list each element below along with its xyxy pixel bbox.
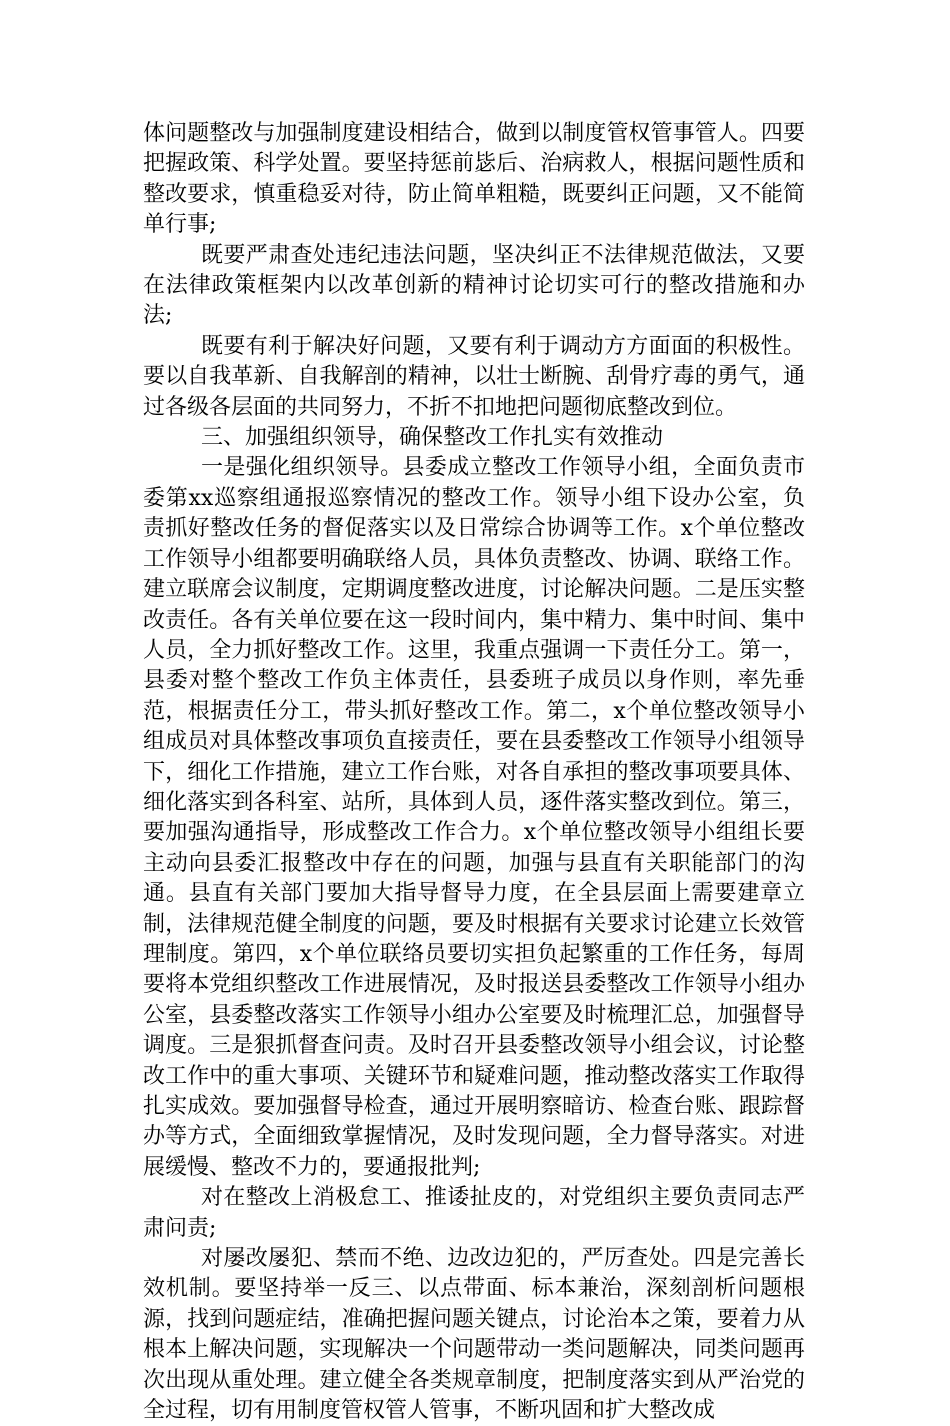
- paragraph-5: 一是强化组织领导。县委成立整改工作领导小组，全面负责市委第xx巡察组通报巡察情况的整改工作。领导小组下设办公室，负责抓好整改任务的督促落实以及日常综合协调等工作。x个单位整改工作领导小组都要明确联络人员，具体负责整改、协调、联络工作。建立联席会议制度，定期调度整改进度，讨论解决问题。二是压实整改责任。各有关单位要在这一段时间内，集中精力、集中时间、集中人员，全力抓好整改工作。这里，我重点强调一下责任分工。第一，县委对整个整改工作负主体责任，县委班子成员以身作则，率先垂范，根据责任分工，带头抓好整改工作。第二，x个单位整改领导小组成员对具体整改事项负直接责任，要在县委整改工作领导小组领导下，细化工作措施，建立工作台账，对各自承担的整改事项要具体、细化落实到各科室、站所，具体到人员，逐件落实整改到位。第三，要加强沟通指导，形成整改工作合力。x个单位整改领导小组组长要主动向县委汇报整改中存在的问题，加强与县直有关职能部门的沟通。县直有关部门要加大指导督导力度，在全县层面上需要建章立制，法律规范健全制度的问题，要及时根据有关要求讨论建立长效管理制度。第四，x个单位联络员要切实担负起繁重的工作任务，每周要将本党组织整改工作进展情况，及时报送县委整改工作领导小组办公室，县委整改落实工作领导小组办公室要及时梳理汇总，加强督导调度。三是狠抓督查问责。及时召开县委整改领导小组会议，讨论整改工作中的重大事项、关键环节和疑难问题，推动整改落实工作取得扎实成效。要加强督导检查，通过开展明察暗访、检查台账、跟踪督办等方式，全面细致掌握情况，及时发现问题，全力督导落实。对进展缓慢、整改不力的，要通报批判;: [143, 455, 805, 1180]
- paragraph-2: 既要严肃查处违纪违法问题，坚决纠正不法律规范做法，又要在法律政策框架内以改革创新的精神讨论切实可行的整改措施和办法;: [143, 242, 805, 329]
- paragraph-7: 对屡改屡犯、禁而不绝、边改边犯的，严厉查处。四是完善长效机制。要坚持举一反三、以点带面、标本兼治，深刻剖析问题根源，找到问题症结，准确把握问题关键点，讨论治本之策，要着力从根本上解决问题，实现解决一个问题带动一类问题解决，同类问题再次出现从重处理。建立健全各类规章制度，把制度落实到从严治党的全过程，切有用制度管权管人管事，不断巩固和扩大整改成: [143, 1246, 805, 1424]
- paragraph-1: 体问题整改与加强制度建设相结合，做到以制度管权管事管人。四要把握政策、科学处置。要坚持惩前毖后、治病救人，根据问题性质和整改要求，慎重稳妥对待，防止简单粗糙，既要纠正问题，又不能简单行事;: [143, 121, 805, 238]
- section-heading: 三、加强组织领导，确保整改工作扎实有效推动: [201, 425, 664, 451]
- paragraph-3: 既要有利于解决好问题，又要有利于调动方方面面的积极性。要以自我革新、自我解剖的精神，以壮士断腕、刮骨疗毒的勇气，通过各级各层面的共同努力，不折不扣地把问题彻底整改到位。: [143, 333, 805, 420]
- paragraph-6: 对在整改上消极怠工、推诿扯皮的，对党组织主要负责同志严肃问责;: [143, 1185, 805, 1241]
- document-page: [143, 119, 805, 1426]
